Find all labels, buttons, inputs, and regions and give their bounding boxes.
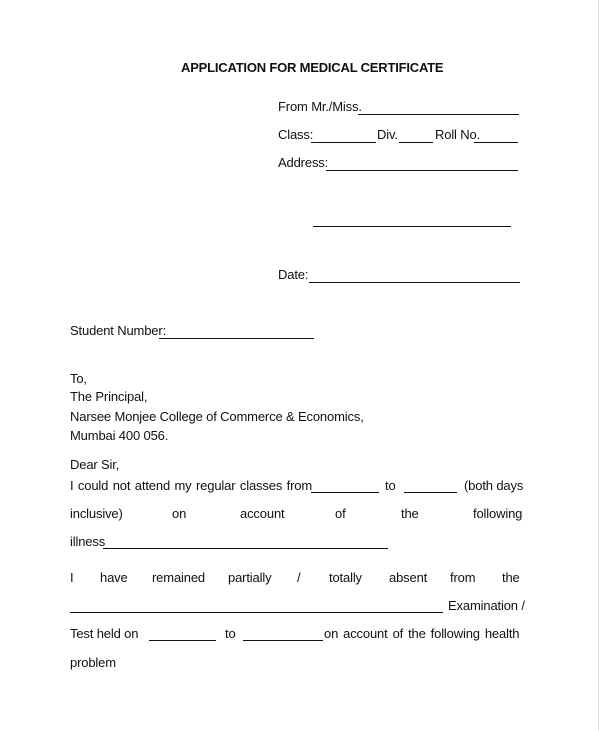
roll-blank [474,142,518,143]
address-blank-1 [326,170,518,171]
word: inclusive) [70,506,123,521]
paragraph-1-both-days: (both days [464,478,524,493]
date-label: Date: [278,267,309,282]
word: remained [152,570,205,585]
date-blank [309,282,520,283]
examination-label: Examination / [448,598,525,613]
word: totally [329,570,362,585]
class-label: Class: [278,127,314,142]
word: the [502,570,520,585]
test-from-blank [149,640,216,641]
word: I [70,570,74,585]
health-text: on account of the following health [324,626,520,641]
to-date-blank [404,492,457,493]
class-blank [311,142,376,143]
address-label: Address: [278,155,329,170]
word: absent [389,570,428,585]
examination-blank [70,612,443,613]
recipient-line-2: Narsee Monjee College of Commerce & Economics, [70,409,364,424]
word: have [100,570,128,585]
word: on [172,506,187,521]
problem-label: problem [70,655,116,670]
document-title: APPLICATION FOR MEDICAL CERTIFICATE [181,60,444,75]
div-blank [399,142,433,143]
test-to-blank [243,640,323,641]
word: / [297,570,301,585]
from-blank [358,114,519,115]
word: of [335,506,346,521]
word: partially [228,570,272,585]
word: following [473,506,523,521]
div-label: Div. [377,127,398,142]
from-date-blank [311,492,379,493]
from-label: From Mr./Miss. [278,99,362,114]
test-held-on-label: Test held on [70,626,139,641]
student-number-blank [159,338,314,339]
student-number-label: Student Number: [70,323,167,338]
paragraph-1-to: to [385,478,396,493]
word: from [450,570,476,585]
recipient-line-3: Mumbai 400 056. [70,428,169,443]
test-to-label: to [225,626,236,641]
to-line: To, [70,371,87,386]
word: account [240,506,285,521]
recipient-line-1: The Principal, [70,389,148,404]
salutation: Dear Sir, [70,457,120,472]
illness-blank [103,548,388,549]
illness-label: illness [70,534,106,549]
paragraph-1-text: I could not attend my regular classes from [70,478,313,493]
word: the [401,506,419,521]
roll-label: Roll No. [435,127,481,142]
address-blank-2 [313,226,511,227]
